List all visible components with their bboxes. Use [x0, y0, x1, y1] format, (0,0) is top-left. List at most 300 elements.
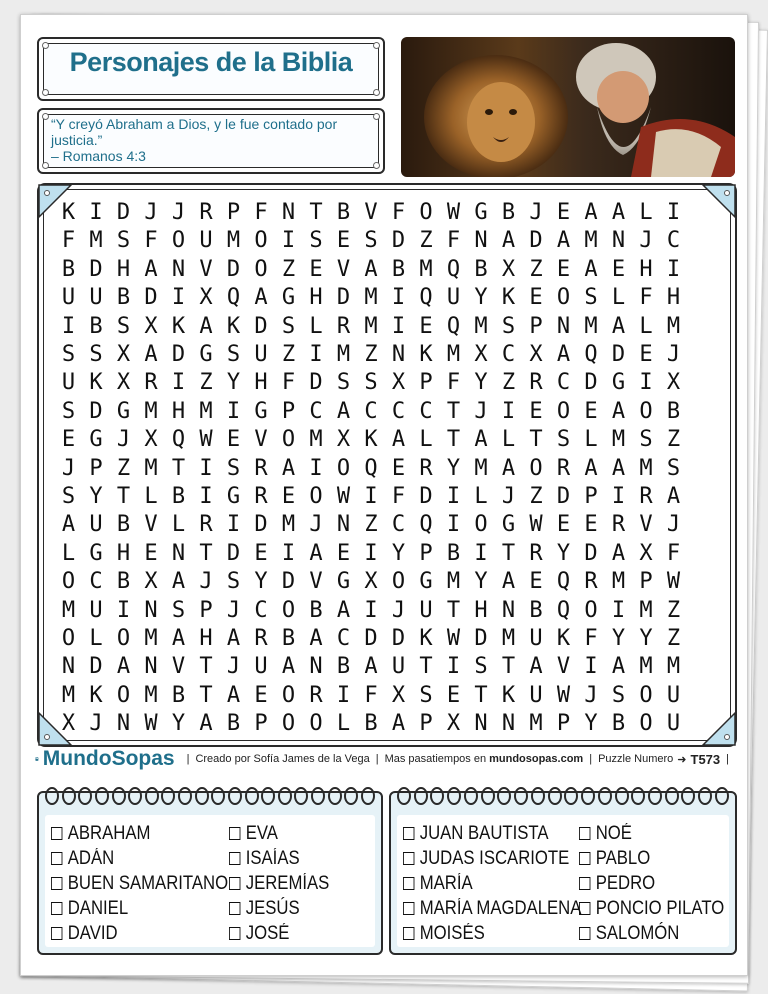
grid-letter[interactable]: L [336, 711, 351, 737]
grid-letter[interactable]: K [61, 200, 76, 225]
grid-letter[interactable]: G [226, 484, 241, 509]
grid-letter[interactable]: S [226, 569, 241, 595]
word-list-item[interactable] [403, 821, 581, 846]
grid-letter[interactable]: U [666, 711, 681, 737]
grid-letter[interactable]: X [529, 342, 543, 367]
grid-letter[interactable]: I [611, 484, 626, 509]
grid-letter[interactable]: C [336, 626, 351, 651]
grid-letter[interactable]: H [254, 370, 268, 396]
grid-letter[interactable]: J [474, 398, 488, 424]
grid-letter[interactable]: T [446, 597, 461, 623]
grid-letter[interactable]: I [199, 484, 213, 509]
grid-letter[interactable]: M [501, 626, 516, 651]
grid-letter[interactable]: R [144, 370, 158, 396]
grid-letter[interactable]: B [474, 256, 488, 282]
grid-letter[interactable]: X [391, 370, 406, 396]
grid-letter[interactable]: A [336, 597, 351, 623]
grid-letter[interactable]: C [419, 398, 433, 424]
grid-letter[interactable]: Y [89, 484, 103, 509]
grid-letter[interactable]: I [61, 313, 76, 339]
grid-letter[interactable]: P [281, 398, 296, 424]
grid-letter[interactable]: P [419, 540, 433, 566]
grid-letter[interactable]: D [144, 285, 158, 311]
grid-letter[interactable]: D [584, 370, 598, 396]
grid-letter[interactable]: K [89, 682, 103, 708]
grid-letter[interactable]: X [144, 569, 158, 595]
grid-letter[interactable]: A [666, 484, 681, 509]
grid-letter[interactable]: O [254, 228, 268, 254]
grid-letter[interactable]: T [501, 654, 516, 680]
grid-letter[interactable]: J [529, 200, 543, 225]
grid-letter[interactable]: R [529, 540, 543, 566]
grid-letter[interactable]: Q [364, 455, 378, 481]
grid-letter[interactable]: M [89, 228, 103, 254]
grid-letter[interactable]: M [474, 313, 488, 339]
checkbox-icon[interactable] [229, 927, 240, 940]
word-list-item[interactable] [229, 871, 329, 896]
word-list-item[interactable] [579, 821, 724, 846]
grid-letter[interactable]: E [529, 569, 543, 595]
word-list-item[interactable] [229, 896, 329, 921]
grid-letter[interactable]: B [336, 200, 351, 225]
grid-letter[interactable]: G [336, 569, 351, 595]
grid-letter[interactable]: B [171, 484, 186, 509]
grid-letter[interactable]: S [639, 427, 653, 453]
grid-letter[interactable]: I [171, 370, 186, 396]
grid-letter[interactable]: W [556, 682, 571, 708]
grid-letter[interactable]: R [254, 455, 268, 481]
grid-letter[interactable]: Z [364, 342, 378, 367]
grid-letter[interactable]: K [226, 313, 241, 339]
grid-letter[interactable]: X [336, 427, 351, 453]
grid-letter[interactable]: N [61, 654, 76, 680]
grid-letter[interactable]: Q [584, 342, 598, 367]
grid-letter[interactable]: A [364, 256, 378, 282]
grid-letter[interactable]: U [61, 285, 76, 311]
grid-letter[interactable]: M [639, 455, 653, 481]
grid-letter[interactable]: U [391, 654, 406, 680]
grid-letter[interactable]: C [364, 398, 378, 424]
grid-letter[interactable]: V [556, 654, 571, 680]
word-list-item[interactable] [579, 846, 724, 871]
grid-letter[interactable]: M [144, 398, 158, 424]
grid-letter[interactable]: A [61, 512, 76, 538]
grid-letter[interactable]: I [584, 654, 598, 680]
grid-letter[interactable]: N [501, 711, 516, 737]
grid-letter[interactable]: M [144, 682, 158, 708]
grid-letter[interactable]: D [89, 256, 103, 282]
grid-letter[interactable]: O [419, 200, 433, 225]
grid-letter[interactable]: N [556, 313, 571, 339]
grid-letter[interactable]: E [419, 313, 433, 339]
grid-letter[interactable]: A [144, 342, 158, 367]
grid-letter[interactable]: B [501, 200, 516, 225]
grid-letter[interactable]: N [171, 256, 186, 282]
grid-letter[interactable]: A [556, 342, 571, 367]
grid-letter[interactable]: I [309, 342, 323, 367]
grid-letter[interactable]: H [116, 256, 131, 282]
grid-letter[interactable]: M [309, 427, 323, 453]
grid-letter[interactable]: W [666, 569, 681, 595]
grid-letter[interactable]: R [556, 455, 571, 481]
grid-letter[interactable]: G [199, 342, 213, 367]
grid-letter[interactable]: B [116, 569, 131, 595]
grid-letter[interactable]: D [281, 569, 296, 595]
grid-letter[interactable]: T [446, 427, 461, 453]
grid-letter[interactable]: Q [226, 285, 241, 311]
grid-letter[interactable]: O [639, 398, 653, 424]
grid-letter[interactable]: C [309, 398, 323, 424]
grid-letter[interactable]: V [309, 569, 323, 595]
grid-letter[interactable]: B [281, 626, 296, 651]
grid-letter[interactable]: Z [281, 256, 296, 282]
grid-letter[interactable]: G [89, 427, 103, 453]
grid-letter[interactable]: X [391, 682, 406, 708]
word-list-item[interactable] [51, 846, 228, 871]
grid-letter[interactable]: B [391, 256, 406, 282]
grid-letter[interactable]: H [474, 597, 488, 623]
grid-letter[interactable]: S [171, 597, 186, 623]
grid-letter[interactable]: E [446, 682, 461, 708]
grid-letter[interactable]: H [666, 285, 681, 311]
grid-letter[interactable]: S [61, 484, 76, 509]
grid-letter[interactable]: W [446, 200, 461, 225]
grid-letter[interactable]: M [584, 313, 598, 339]
grid-letter[interactable]: G [419, 569, 433, 595]
grid-letter[interactable]: K [364, 427, 378, 453]
grid-letter[interactable]: B [171, 682, 186, 708]
checkbox-icon[interactable] [229, 877, 240, 890]
grid-letter[interactable]: X [639, 540, 653, 566]
grid-letter[interactable]: N [144, 654, 158, 680]
grid-letter[interactable]: U [89, 512, 103, 538]
grid-letter[interactable]: H [309, 285, 323, 311]
grid-letter[interactable]: J [144, 200, 158, 225]
grid-letter[interactable]: B [336, 654, 351, 680]
word-list-item[interactable] [51, 871, 228, 896]
grid-letter[interactable]: E [254, 682, 268, 708]
grid-letter[interactable]: K [419, 626, 433, 651]
grid-letter[interactable]: M [61, 682, 76, 708]
grid-letter[interactable]: J [666, 342, 681, 367]
grid-letter[interactable]: D [89, 654, 103, 680]
grid-letter[interactable]: C [391, 398, 406, 424]
checkbox-icon[interactable] [579, 827, 590, 840]
grid-letter[interactable]: M [529, 711, 543, 737]
grid-letter[interactable]: G [611, 370, 626, 396]
grid-letter[interactable]: A [226, 682, 241, 708]
checkbox-icon[interactable] [579, 927, 590, 940]
grid-letter[interactable]: U [61, 370, 76, 396]
grid-letter[interactable]: M [611, 427, 626, 453]
grid-letter[interactable]: Q [171, 427, 186, 453]
grid-letter[interactable]: Z [666, 597, 681, 623]
grid-letter[interactable]: G [89, 540, 103, 566]
grid-letter[interactable]: J [61, 455, 76, 481]
grid-letter[interactable]: R [254, 626, 268, 651]
grid-letter[interactable]: N [144, 597, 158, 623]
grid-letter[interactable]: D [336, 285, 351, 311]
grid-letter[interactable]: U [446, 285, 461, 311]
grid-letter[interactable]: I [309, 455, 323, 481]
grid-letter[interactable]: Z [199, 370, 213, 396]
grid-letter[interactable]: J [171, 200, 186, 225]
grid-letter[interactable]: R [199, 200, 213, 225]
grid-letter[interactable]: D [226, 256, 241, 282]
grid-letter[interactable]: M [144, 455, 158, 481]
grid-letter[interactable]: X [61, 711, 76, 737]
grid-letter[interactable]: Z [529, 256, 543, 282]
grid-letter[interactable]: S [666, 455, 681, 481]
grid-letter[interactable]: M [639, 597, 653, 623]
grid-letter[interactable]: A [501, 455, 516, 481]
grid-letter[interactable]: O [309, 484, 323, 509]
word-list-item[interactable] [51, 821, 228, 846]
grid-letter[interactable]: V [639, 512, 653, 538]
grid-letter[interactable]: X [116, 370, 131, 396]
grid-letter[interactable]: U [89, 597, 103, 623]
grid-letter[interactable]: I [89, 200, 103, 225]
checkbox-icon[interactable] [403, 877, 414, 890]
grid-letter[interactable]: E [61, 427, 76, 453]
grid-letter[interactable]: P [419, 370, 433, 396]
grid-letter[interactable]: I [446, 654, 461, 680]
grid-letter[interactable]: X [446, 711, 461, 737]
grid-letter[interactable]: S [584, 285, 598, 311]
grid-letter[interactable]: O [254, 256, 268, 282]
grid-letter[interactable]: V [199, 256, 213, 282]
grid-letter[interactable]: M [419, 256, 433, 282]
grid-letter[interactable]: I [281, 228, 296, 254]
grid-letter[interactable]: S [336, 370, 351, 396]
grid-letter[interactable]: S [116, 313, 131, 339]
site-link[interactable]: mundosopas.com [489, 753, 584, 765]
checkbox-icon[interactable] [51, 927, 62, 940]
grid-letter[interactable]: U [666, 682, 681, 708]
checkbox-icon[interactable] [403, 927, 414, 940]
grid-letter[interactable]: A [529, 654, 543, 680]
grid-letter[interactable]: Y [254, 569, 268, 595]
grid-letter[interactable]: Z [281, 342, 296, 367]
grid-letter[interactable]: L [419, 427, 433, 453]
grid-letter[interactable]: O [281, 682, 296, 708]
grid-letter[interactable]: L [474, 484, 488, 509]
grid-letter[interactable]: O [556, 398, 571, 424]
grid-letter[interactable]: Y [391, 540, 406, 566]
grid-letter[interactable]: O [116, 626, 131, 651]
grid-letter[interactable]: T [171, 455, 186, 481]
grid-letter[interactable]: G [281, 285, 296, 311]
grid-letter[interactable]: E [226, 427, 241, 453]
grid-letter[interactable]: N [171, 540, 186, 566]
grid-letter[interactable]: X [666, 370, 681, 396]
grid-letter[interactable]: K [419, 342, 433, 367]
checkbox-icon[interactable] [579, 902, 590, 915]
grid-letter[interactable]: B [116, 512, 131, 538]
grid-letter[interactable]: T [529, 427, 543, 453]
grid-letter[interactable]: A [199, 313, 213, 339]
grid-letter[interactable]: W [199, 427, 213, 453]
grid-letter[interactable]: X [501, 256, 516, 282]
grid-letter[interactable]: Q [446, 256, 461, 282]
grid-letter[interactable]: S [309, 228, 323, 254]
grid-letter[interactable]: V [171, 654, 186, 680]
grid-letter[interactable]: I [501, 398, 516, 424]
grid-letter[interactable]: N [611, 228, 626, 254]
grid-letter[interactable]: E [639, 342, 653, 367]
grid-letter[interactable]: A [611, 313, 626, 339]
grid-letter[interactable]: C [391, 512, 406, 538]
grid-letter[interactable]: J [639, 228, 653, 254]
grid-letter[interactable]: F [446, 228, 461, 254]
grid-letter[interactable]: Z [529, 484, 543, 509]
grid-letter[interactable]: M [474, 455, 488, 481]
grid-letter[interactable]: A [501, 228, 516, 254]
word-list-item[interactable] [579, 896, 724, 921]
grid-letter[interactable]: A [556, 228, 571, 254]
grid-letter[interactable]: J [584, 682, 598, 708]
word-list-item[interactable] [229, 821, 329, 846]
grid-letter[interactable]: I [639, 370, 653, 396]
grid-letter[interactable]: Y [611, 626, 626, 651]
grid-letter[interactable]: I [666, 256, 681, 282]
grid-letter[interactable]: N [309, 654, 323, 680]
grid-letter[interactable]: L [611, 285, 626, 311]
grid-letter[interactable]: R [254, 484, 268, 509]
grid-letter[interactable]: L [171, 512, 186, 538]
grid-letter[interactable]: N [474, 711, 488, 737]
grid-letter[interactable]: I [391, 285, 406, 311]
grid-letter[interactable]: Q [419, 285, 433, 311]
grid-letter[interactable]: S [116, 228, 131, 254]
grid-letter[interactable]: J [391, 597, 406, 623]
word-list-item[interactable] [579, 921, 724, 946]
grid-letter[interactable]: T [501, 540, 516, 566]
grid-letter[interactable]: F [254, 200, 268, 225]
grid-letter[interactable]: Z [666, 626, 681, 651]
grid-letter[interactable]: M [639, 654, 653, 680]
checkbox-icon[interactable] [579, 852, 590, 865]
grid-letter[interactable]: H [116, 540, 131, 566]
grid-letter[interactable]: A [611, 455, 626, 481]
grid-letter[interactable]: A [309, 626, 323, 651]
grid-letter[interactable]: A [611, 654, 626, 680]
grid-letter[interactable]: Y [584, 711, 598, 737]
grid-letter[interactable]: D [419, 484, 433, 509]
word-list-item[interactable] [51, 921, 228, 946]
grid-letter[interactable]: D [254, 313, 268, 339]
grid-letter[interactable]: I [474, 540, 488, 566]
grid-letter[interactable]: F [639, 285, 653, 311]
grid-letter[interactable]: A [199, 711, 213, 737]
grid-letter[interactable]: D [171, 342, 186, 367]
grid-letter[interactable]: Y [556, 540, 571, 566]
grid-letter[interactable]: L [144, 484, 158, 509]
grid-letter[interactable]: Q [556, 597, 571, 623]
grid-letter[interactable]: E [556, 256, 571, 282]
grid-letter[interactable]: T [116, 484, 131, 509]
grid-letter[interactable]: S [611, 682, 626, 708]
grid-letter[interactable]: L [501, 427, 516, 453]
grid-letter[interactable]: A [611, 200, 626, 225]
word-list-item[interactable] [403, 896, 581, 921]
grid-letter[interactable]: A [171, 569, 186, 595]
grid-letter[interactable]: N [391, 342, 406, 367]
grid-letter[interactable]: D [556, 484, 571, 509]
grid-letter[interactable]: A [391, 427, 406, 453]
grid-letter[interactable]: J [226, 597, 241, 623]
grid-letter[interactable]: T [419, 654, 433, 680]
grid-letter[interactable]: J [226, 654, 241, 680]
grid-letter[interactable]: X [116, 342, 131, 367]
word-list-item[interactable] [51, 896, 228, 921]
grid-letter[interactable]: W [144, 711, 158, 737]
word-list-item[interactable] [229, 846, 329, 871]
grid-letter[interactable]: I [391, 313, 406, 339]
grid-letter[interactable]: T [199, 540, 213, 566]
grid-letter[interactable]: U [199, 228, 213, 254]
grid-letter[interactable]: E [336, 228, 351, 254]
grid-letter[interactable]: B [116, 285, 131, 311]
grid-letter[interactable]: L [89, 626, 103, 651]
grid-letter[interactable]: X [474, 342, 488, 367]
grid-letter[interactable]: X [364, 569, 378, 595]
grid-letter[interactable]: N [501, 597, 516, 623]
grid-letter[interactable]: A [611, 540, 626, 566]
grid-letter[interactable]: I [226, 398, 241, 424]
grid-letter[interactable]: O [529, 455, 543, 481]
grid-letter[interactable]: M [336, 342, 351, 367]
checkbox-icon[interactable] [51, 902, 62, 915]
grid-letter[interactable]: M [61, 597, 76, 623]
grid-letter[interactable]: R [309, 682, 323, 708]
grid-letter[interactable]: I [226, 512, 241, 538]
grid-letter[interactable]: P [556, 711, 571, 737]
grid-letter[interactable]: G [501, 512, 516, 538]
grid-letter[interactable]: T [446, 398, 461, 424]
grid-letter[interactable]: M [199, 398, 213, 424]
grid-letter[interactable]: B [89, 313, 103, 339]
checkbox-icon[interactable] [403, 852, 414, 865]
grid-letter[interactable]: Y [639, 626, 653, 651]
grid-letter[interactable]: B [226, 711, 241, 737]
grid-letter[interactable]: M [666, 654, 681, 680]
grid-letter[interactable]: V [364, 200, 378, 225]
word-list-item[interactable] [579, 871, 724, 896]
grid-letter[interactable]: I [116, 597, 131, 623]
grid-letter[interactable]: S [364, 370, 378, 396]
grid-letter[interactable]: O [556, 285, 571, 311]
grid-letter[interactable]: A [144, 256, 158, 282]
grid-letter[interactable]: Z [501, 370, 516, 396]
grid-letter[interactable]: X [144, 313, 158, 339]
grid-letter[interactable]: K [89, 370, 103, 396]
checkbox-icon[interactable] [403, 902, 414, 915]
grid-letter[interactable]: O [281, 711, 296, 737]
grid-letter[interactable]: S [474, 654, 488, 680]
grid-letter[interactable]: S [61, 342, 76, 367]
grid-letter[interactable]: O [171, 228, 186, 254]
grid-letter[interactable]: U [529, 682, 543, 708]
grid-letter[interactable]: B [61, 256, 76, 282]
grid-letter[interactable]: T [199, 682, 213, 708]
grid-letter[interactable]: E [611, 256, 626, 282]
grid-letter[interactable]: E [584, 398, 598, 424]
grid-letter[interactable]: A [281, 654, 296, 680]
grid-letter[interactable]: U [89, 285, 103, 311]
grid-letter[interactable]: O [391, 569, 406, 595]
grid-letter[interactable]: K [556, 626, 571, 651]
